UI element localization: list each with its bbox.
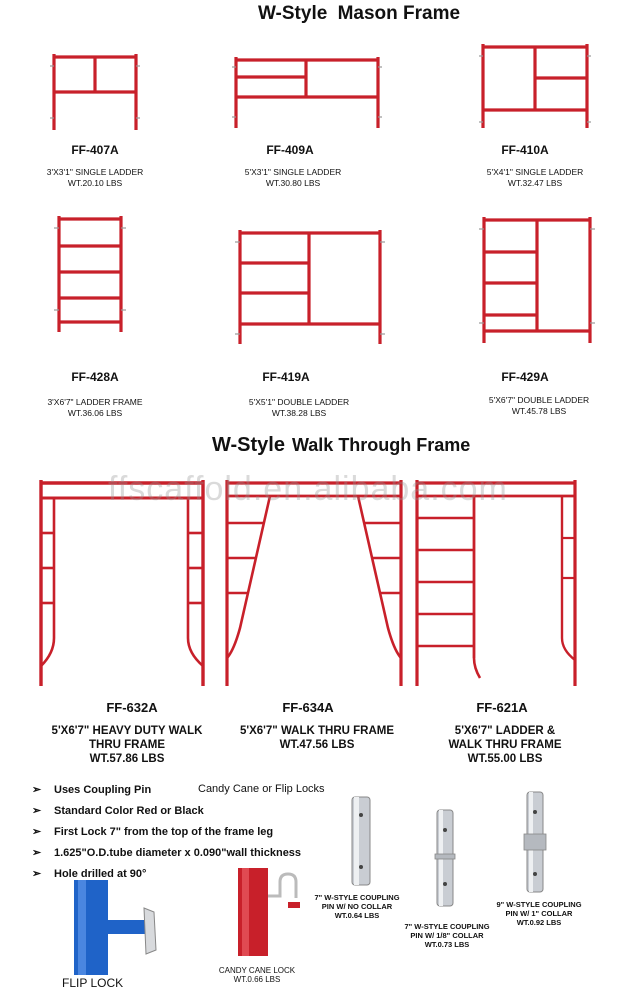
frame-ff-429a-weight: WT.45.78 LBS (511, 406, 567, 416)
frame-ff-419a-weight: WT.38.28 LBS (271, 408, 327, 418)
frame-ff-634a-desc (212, 724, 422, 752)
flip-lock-label: FLIP LOCK (62, 976, 124, 990)
flip-lock-image (70, 880, 165, 975)
frame-ff-632a-line1: 5'X6'7" HEAVY DUTY WALK (51, 725, 203, 737)
frame-ff-419a-image (235, 228, 385, 346)
frame-ff-621a-code: FF-621A (476, 700, 528, 715)
frame-ff-410a-desc: 5'X4'1" SINGLE LADDER (486, 167, 584, 177)
frame-ff-634a-image (222, 478, 406, 690)
frame-ff-419a-code: FF-419A (262, 370, 310, 384)
frame-ff-409a-image (232, 55, 382, 130)
coupling-pin-one-inch-collar-caption: 9" W-STYLE COUPLING PIN W/ 1" COLLAR WT.0.92 LBS (496, 900, 582, 927)
candy-cane-lock-caption (202, 966, 312, 984)
walk-title-prefix: W-Style (212, 434, 285, 456)
arrow-bullet-icon: ➢ (32, 784, 42, 796)
frame-ff-621a-line2: WALK THRU FRAME (448, 739, 562, 751)
candy-cane-lock-weight: WT.0.66 LBS (233, 975, 281, 984)
frame-ff-428a-desc: 3'X6'7" LADDER FRAME (47, 397, 143, 407)
frame-ff-410a-code: FF-410A (501, 143, 549, 157)
arrow-bullet-icon: ➢ (32, 868, 42, 880)
frame-ff-407a-image (50, 52, 140, 132)
frame-ff-621a-desc (400, 724, 610, 766)
frame-ff-632a-code: FF-632A (106, 700, 158, 715)
frame-ff-632a-image (36, 478, 208, 690)
coupling-pin-eighth-collar-caption: 7" W-STYLE COUPLING PIN W/ 1/8" COLLAR WT.0.73 LBS (404, 922, 490, 949)
candy-cane-lock-image (232, 868, 312, 960)
frame-ff-632a-desc (22, 724, 232, 766)
frame-ff-429a-image (479, 215, 595, 345)
mason-title-prefix: W-Style (258, 3, 328, 24)
frame-ff-634a-line1: 5'X6'7" WALK THRU FRAME (239, 725, 395, 737)
frame-ff-621a-line1: 5'X6'7" LADDER & (454, 725, 556, 737)
feature-item: ➢ 1.625"O.D.tube diameter x 0.090"wall thickness (32, 847, 302, 859)
frame-ff-632a-line2: THRU FRAME (88, 739, 166, 751)
frame-ff-407a-desc: 3'X3'1" SINGLE LADDER (46, 167, 144, 177)
frame-ff-634a-code: FF-634A (282, 700, 334, 715)
feature-item: ➢ Hole drilled at 90° (32, 868, 147, 880)
coupling-pin-one-inch-collar-image (521, 790, 549, 894)
frame-ff-429a-code: FF-429A (501, 370, 549, 384)
coupling-pin-eighth-collar-image (432, 808, 458, 908)
frame-ff-419a-desc: 5'X5'1" DOUBLE LADDER (248, 397, 350, 407)
frame-ff-410a-image (479, 42, 591, 130)
frame-ff-409a-code: FF-409A (266, 143, 314, 157)
coupling-pin-no-collar-caption: 7" W-STYLE COUPLING PIN W/ NO COLLAR WT.0.64 LBS (314, 893, 400, 920)
frame-ff-428a-code: FF-428A (71, 370, 119, 384)
feature-item: ➢ Standard Color Red or Black (32, 805, 204, 817)
frame-ff-409a-desc: 5'X3'1" SINGLE LADDER (244, 167, 342, 177)
frame-ff-428a-weight: WT.36.06 LBS (67, 408, 123, 418)
mason-title (258, 3, 460, 25)
arrow-bullet-icon: ➢ (32, 826, 42, 838)
arrow-bullet-icon: ➢ (32, 805, 42, 817)
walk-through-title (212, 434, 470, 457)
coupling-pin-no-collar-image (348, 795, 374, 887)
candy-cane-lock-name: CANDY CANE LOCK (218, 966, 296, 975)
walk-title-rest: Walk Through Frame (291, 435, 471, 455)
feature-item: ➢ First Lock 7" from the top of the frame leg (32, 826, 274, 838)
frame-ff-632a-weight: WT.57.86 LBS (89, 753, 165, 765)
arrow-bullet-icon: ➢ (32, 847, 42, 859)
frame-ff-621a-weight: WT.55.00 LBS (467, 753, 543, 765)
frame-ff-621a-image (412, 478, 580, 690)
frame-ff-410a-weight: WT.32.47 LBS (507, 178, 563, 188)
watermark: ffscaffold.en.alibaba.com (108, 470, 508, 508)
frame-ff-407a-weight: WT.20.10 LBS (67, 178, 123, 188)
lock-note: Candy Cane or Flip Locks (198, 783, 325, 795)
frame-ff-429a-desc: 5'X6'7" DOUBLE LADDER (488, 395, 590, 405)
frame-ff-634a-weight: WT.47.56 LBS (279, 739, 355, 751)
frame-ff-409a-weight: WT.30.80 LBS (265, 178, 321, 188)
feature-item: ➢ Uses Coupling Pin (32, 784, 152, 796)
mason-title-rest: Mason Frame (337, 3, 461, 24)
frame-ff-407a-code: FF-407A (71, 143, 119, 157)
frame-ff-428a-image (54, 214, 126, 334)
